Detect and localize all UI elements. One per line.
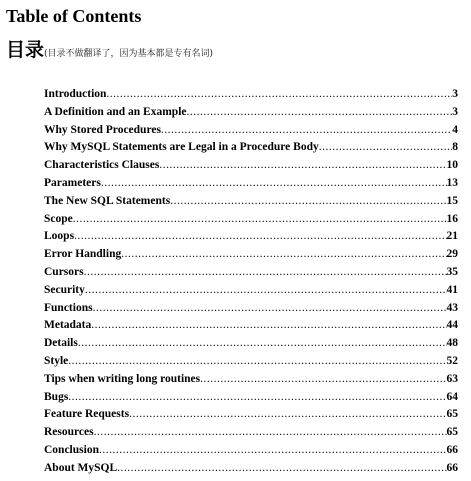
toc-entry-scope[interactable]	[44, 213, 458, 231]
toc-entry-feature-requests[interactable]	[44, 408, 458, 426]
toc-entry-label: Tips when writing long routines	[44, 372, 201, 385]
toc-leader-dots	[200, 373, 446, 385]
toc-leader-dots	[117, 462, 446, 474]
toc-entry-page: 48	[446, 337, 458, 350]
page-title: Table of Contents	[6, 6, 142, 26]
toc-entry-loops[interactable]	[44, 230, 458, 248]
toc-entry-tips-long-routines[interactable]	[44, 373, 458, 391]
toc-entry-label: Why Stored Procedures	[44, 123, 161, 136]
toc-leader-dots	[129, 408, 446, 420]
toc-entry-page: 65	[446, 408, 458, 421]
toc-leader-dots	[78, 337, 447, 349]
toc-leader-dots	[187, 106, 453, 118]
toc-entry-page: 43	[446, 301, 458, 314]
toc-entry-page: 10	[446, 159, 458, 172]
toc-entry-page: 66	[446, 461, 458, 474]
toc-entry-label: Cursors	[44, 265, 84, 278]
toc-leader-dots	[73, 213, 447, 225]
toc-entry-introduction[interactable]	[44, 88, 458, 106]
toc-entry-definition-example[interactable]	[44, 106, 458, 124]
toc-entry-metadata[interactable]	[44, 319, 458, 337]
toc-entry-label: Bugs	[44, 390, 69, 403]
toc-entry-new-sql-statements[interactable]	[44, 195, 458, 213]
toc-entry-page: 44	[446, 319, 458, 332]
toc-entry-label: Characteristics Clauses	[44, 159, 160, 172]
toc-leader-dots	[99, 444, 447, 456]
toc-entry-label: Resources	[44, 426, 94, 439]
toc-entry-characteristics-clauses[interactable]	[44, 159, 458, 177]
toc-entry-security[interactable]	[44, 284, 458, 302]
toc-entry-parameters[interactable]	[44, 177, 458, 195]
toc-entry-resources[interactable]	[44, 426, 458, 444]
toc-entry-label: Details	[44, 337, 78, 350]
toc-entry-page: 15	[446, 194, 458, 207]
toc-entry-page: 13	[446, 176, 458, 189]
toc-entry-label: Functions	[44, 301, 93, 314]
toc-entry-page: 64	[446, 390, 458, 403]
toc-entry-label: Why MySQL Statements are Legal in a Procedure Body	[44, 141, 319, 154]
cn-title: 目录	[6, 39, 45, 61]
toc-entry-page: 3	[452, 88, 458, 100]
toc-entry-label: A Definition and an Example	[44, 105, 187, 118]
toc-leader-dots	[91, 319, 446, 331]
toc-entry-conclusion[interactable]	[44, 444, 458, 462]
toc-entry-page: 4	[452, 123, 458, 136]
toc-entry-label: Scope	[44, 212, 73, 225]
toc-entry-bugs[interactable]	[44, 391, 458, 409]
toc-leader-dots	[106, 88, 452, 100]
toc-entry-label: Parameters	[44, 176, 101, 189]
toc-leader-dots	[84, 266, 447, 278]
toc-entry-label: Introduction	[44, 88, 107, 100]
toc-entry-label: Loops	[44, 230, 75, 243]
toc-leader-dots	[319, 141, 453, 153]
toc-entry-label: The New SQL Statements	[44, 194, 171, 207]
toc-leader-dots	[93, 302, 447, 314]
cn-note: (目录不做翻译了，因为基本都是专有名词)	[44, 49, 214, 59]
toc-leader-dots	[121, 248, 446, 260]
toc-entry-why-mysql-statements-legal[interactable]	[44, 141, 458, 159]
toc-entry-page: 29	[446, 248, 458, 261]
toc-leader-dots	[170, 195, 446, 207]
toc-entry-error-handling[interactable]	[44, 248, 458, 266]
toc-leader-dots	[68, 355, 446, 367]
toc-leader-dots	[68, 391, 446, 403]
toc-entry-page: 21	[446, 230, 458, 243]
toc-entry-why-stored-procedures[interactable]	[44, 124, 458, 142]
toc-entry-label: Error Handling	[44, 248, 122, 261]
toc-entry-label: About MySQL	[44, 461, 118, 474]
toc-entry-about-mysql[interactable]	[44, 462, 458, 480]
toc-entry-page: 63	[446, 372, 458, 385]
toc-leader-dots	[101, 177, 447, 189]
toc-entry-cursors[interactable]	[44, 266, 458, 284]
toc-entry-page: 65	[446, 426, 458, 439]
cn-heading	[6, 38, 213, 66]
toc-entry-label: Security	[44, 283, 85, 296]
toc-entry-page: 16	[446, 212, 458, 225]
toc-entry-page: 3	[452, 105, 458, 118]
toc-entry-page: 52	[446, 354, 458, 367]
toc-entry-details[interactable]	[44, 337, 458, 355]
toc-entry-style[interactable]	[44, 355, 458, 373]
toc-entry-label: Feature Requests	[44, 408, 130, 421]
toc-entry-page: 8	[452, 141, 458, 154]
toc-leader-dots	[159, 159, 446, 171]
toc-entry-page: 35	[446, 265, 458, 278]
toc-entry-page: 66	[446, 443, 458, 456]
toc-entry-page: 41	[446, 283, 458, 296]
toc-leader-dots	[94, 426, 447, 438]
toc-leader-dots	[161, 124, 452, 136]
toc-entry-functions[interactable]	[44, 302, 458, 320]
toc-entry-label: Metadata	[44, 319, 92, 332]
toc-list	[44, 88, 458, 480]
toc-leader-dots	[85, 284, 447, 296]
toc-entry-label: Conclusion	[44, 443, 99, 456]
toc-entry-label: Style	[44, 354, 69, 367]
toc-leader-dots	[74, 230, 446, 242]
